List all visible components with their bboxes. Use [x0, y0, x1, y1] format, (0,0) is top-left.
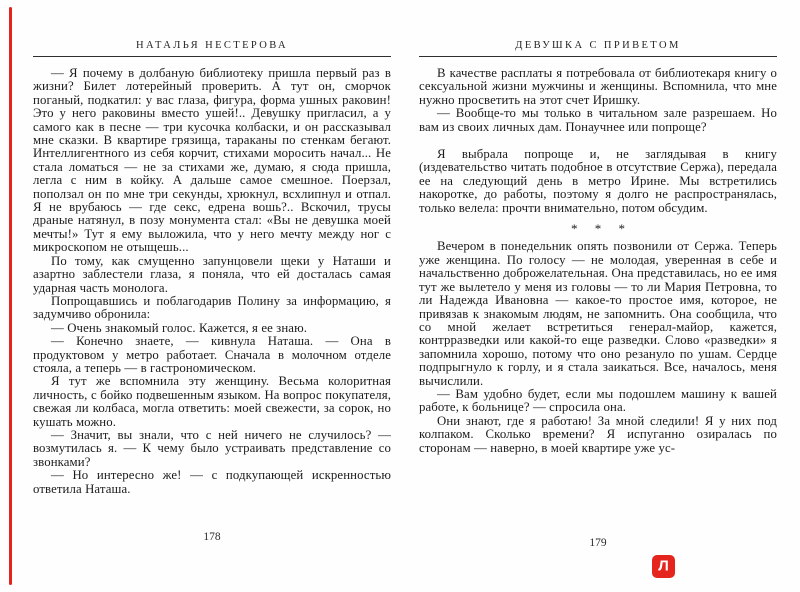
running-head-author: НАТАЛЬЯ НЕСТЕРОВА: [135, 40, 289, 51]
header-rule-right: [419, 56, 777, 57]
paragraph: По тому, как смущенно запунцовели щеки у Наташи и азартно заблестели глаза, я поняла, что ей досталась самая ударная часть монолога.: [33, 253, 391, 295]
paragraph: — Значит, вы знали, что с ней ничего не случилось? — возмутилась я. — К чему было устраивать представление со звонками?: [33, 427, 391, 469]
page-right-text: [419, 67, 777, 455]
paragraph: — Конечно знаете, — кивнула Наташа. — Она в продуктовом у метро работает. Сначала в молочном отделе стояла, а теперь — в гастрономическом.: [33, 334, 391, 375]
paragraph: — Я почему в долбаную библиотеку пришла первый раз в жизни? Билет лотерейный проверить. А тут он, сморчок поганый, подкатил: у вас глаза, фигура, форма ушных раковин! Это у него раковины вместо ушей!.. Девушку пригласил, а у самого как в песне — три кусочка колбаски, и он рассказывал мне сказки. В квартире грязища, тараканы по стенкам бегают. Интеллигентного из себя корчит, стихами моросить начал... Не стала ломаться — не за стихами же, думаю, я сюда пришла, легла с ним в койку. А дальше самое смешное. Поерзал, поползал он по мне три секунды, хрюкнул, всхлипнул и отпал. Я не врубаюсь — где секс, едрена вошь?.. Вскочил, трусы драные натянул, в позу монумента стал: «Вы не девушка моей мечты!» Тут я ему выложила, что у него мечту между ног с микроскопом не отыщешь...: [33, 66, 391, 255]
running-head-title: ДЕВУШКА С ПРИВЕТОМ: [515, 40, 681, 51]
scene-break-gap: [419, 134, 777, 148]
paragraph: Они знают, где я работаю! За мной следили! Я у них под колпаком. Сколько времени? Я испуганно озиралась по сторонам — наверно, в моей квартире уже ус-: [419, 413, 777, 455]
paragraph: — Вообще-то мы только в читальном зале разрешаем. Но вам из своих личных дам. Понаучнее или попроще?: [419, 106, 777, 134]
scan-edge-line: [9, 7, 12, 585]
paragraph: Вечером в понедельник опять позвонили от Сержа. Теперь уже женщина. По голосу — не молодая, уверенная в себе и начальственно доброжелательная. Она представилась, но ее имя тут же вылетело у меня из головы — то ли Мария Петровна, то ли Надежда Ивановна — какое-то простое имя, которое, не привязав к знакомым людям, не запомнить. Она сообщила, что со мной желает встретиться генерал-майор, кажется, контрразведки или какой-то еще разведки. Слово «разведки» я запомнила хорошо, потому что оно резануло по ушам. Сердце подпрыгнуло к горлу, и я стала заикаться. Все, началось, меня вычислили.: [419, 239, 777, 388]
page-number-right: 179: [589, 537, 607, 549]
paragraph: Попрощавшись и поблагодарив Полину за информацию, я задумчиво обронила:: [33, 293, 391, 322]
paragraph: В качестве расплаты я потребовала от библиотекаря книгу о сексуальной жизни мужчины и женщины. Вспомнила, что мне нужно просветить на этот счет Иришку.: [419, 66, 777, 107]
asterisk-separator: * * *: [571, 221, 632, 237]
paragraph: Я выбрала попроще и, не заглядывая в книгу (издевательство читать подобное в отсутствие Сержа), передала ее на следующий день в метро Ирине. Мы встретились накоротке, до работы, поэтому я долго не распространялась, только велела: прочти внимательно, потом обсудим.: [419, 147, 777, 215]
paragraph: — Но интересно же! — с подкупающей искренностью ответила Наташа.: [33, 468, 391, 496]
page-right: [419, 40, 777, 560]
page-number-left: 178: [203, 531, 221, 543]
header-rule-left: [33, 56, 391, 57]
page-left-text: [33, 67, 391, 496]
page-left: [33, 40, 391, 560]
labirint-logo-letter-icon: Л: [658, 557, 669, 575]
paragraph: — Очень знакомый голос. Кажется, я ее знаю.: [51, 320, 308, 335]
paragraph: Я тут же вспомнила эту женщину. Весьма колоритная личность, с бойко подвешенным языком. На вопрос покупателя, свежая ли колбаса, могла ответить: моей свежести, за сорок, но кушать можно.: [33, 374, 391, 429]
labirint-logo: [652, 555, 675, 578]
paragraph: — Вам удобно будет, если мы подошлем машину к вашей работе, к больнице? — спросила она.: [419, 386, 777, 415]
